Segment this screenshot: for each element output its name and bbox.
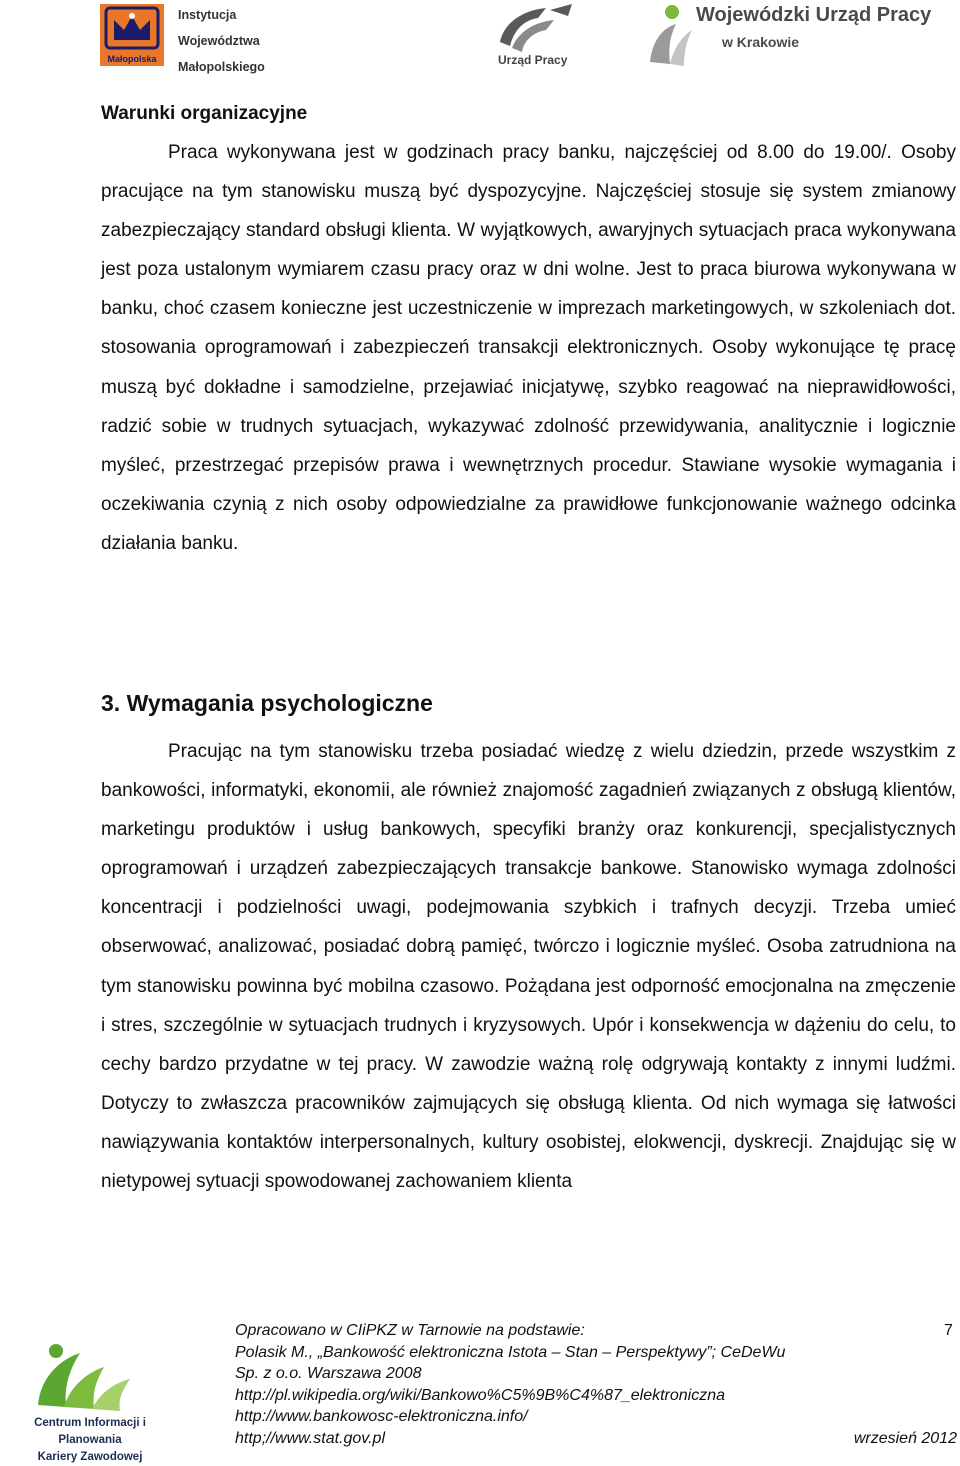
wup-subtitle: w Krakowie <box>722 34 800 50</box>
wup-figure-icon <box>640 2 696 68</box>
malopolska-emblem-icon <box>100 4 164 52</box>
malopolska-square-icon <box>100 4 164 66</box>
wup-krakow-logo <box>640 2 960 72</box>
malopolska-line-3: Małopolskiego <box>178 60 265 74</box>
section-organizational-conditions <box>101 95 956 563</box>
malopolska-square-label: Małopolska <box>107 54 157 64</box>
ciipkz-caption-line-2: Kariery Zawodowej <box>37 1451 143 1463</box>
footer-source-link[interactable]: http;//www.stat.gov.pl <box>235 1429 385 1447</box>
urzad-pracy-emblem-icon <box>494 2 604 54</box>
ciipkz-emblem-icon <box>0 1335 180 1415</box>
malopolska-institution-logo <box>100 2 275 74</box>
malopolska-line-1: Instytucja <box>178 8 237 22</box>
footer-date: wrzesień 2012 <box>853 1430 957 1447</box>
ciipkz-logo <box>0 1335 180 1463</box>
ciipkz-caption <box>6 1415 174 1466</box>
section-paragraph: Praca wykonywana jest w godzinach pracy banku, najczęściej od 8.00 do 19.00/. Osoby pracujące na tym stanowisku muszą być dyspozycyjne. Najczęściej stosuje się system zmianowy zabezpieczający standard obsługi klienta. W wyjątkowych, awaryjnych sytuacjach praca wykonywana jest poza ustalonym wymiarem czasu pracy oraz w dni wolne. Jest to praca biurowa wykonywana w banku, choć czasem konieczne jest uczestniczenie w imprezach marketingowych, w szkoleniach dot. stosowania oprogramowań i zabezpieczeń transakcji elektronicznych. Osoby wykonujące tę pracę muszą być dokładne i samodzielne, przejawiać inicjatywę, szybko reagować na nieprawidłowości, radzić sobie w trudnych sytuacjach, wykazywać zdolność przewidywania, analitycznie i logicznie myśleć, przestrzegać przepisów prawa i wewnętrznych procedur. Stawiane wysokie wymagania i oczekiwania czynią z nich osoby odpowiedzialne za prawidłowe funkcjonowanie ważnego odcinka działania banku. <box>101 142 956 554</box>
wup-title: Wojewódzki Urząd Pracy <box>696 4 932 26</box>
footer-sources <box>235 1320 955 1450</box>
footer-source-line: Polasik M., „Bankowość elektroniczna Istota – Stan – Perspektywy”; CeDeWu <box>235 1343 786 1361</box>
malopolska-line-2: Województwa <box>178 34 260 48</box>
section-heading-psychological: 3. Wymagania psychologiczne <box>101 690 433 716</box>
urzad-pracy-label: Urząd Pracy <box>498 53 568 67</box>
page-header <box>0 0 960 80</box>
footer-source-line: Sp. z o.o. Warszawa 2008 <box>235 1365 422 1383</box>
urzad-pracy-logo <box>494 2 604 72</box>
footer-source-line: Opracowano w CIiPKZ w Tarnowie na podstawie: <box>235 1322 585 1339</box>
footer-source-link[interactable]: http://www.bankowosc-elektroniczna.info/ <box>235 1408 528 1426</box>
section-psychological-requirements <box>101 732 956 1201</box>
section-title: Warunki organizacyjne <box>101 103 308 124</box>
malopolska-text <box>178 2 265 80</box>
footer-source-link[interactable]: http://pl.wikipedia.org/wiki/Bankowo%C5%9B%C4%87_elektroniczna <box>235 1386 726 1404</box>
page-number: 7 <box>944 1322 953 1339</box>
section-paragraph: Pracując na tym stanowisku trzeba posiadać wiedzę z wielu dziedzin, przede wszystkim z bankowości, informatyki, ekonomii, ale również znajomość zagadnień związanych z obsługą klientów, marketingu produktów i usług bankowych, specyfiki branży oraz konkurencji, specjalistycznych oprogramowań i urządzeń zabezpieczających transakcje bankowe. Stanowisko wymaga zdolności koncentracji i podzielności uwagi, podejmowania szybkich i trafnych decyzji. Trzeba umieć obserwować, analizować, posiadać dobrą pamięć, twórczo i logicznie myśleć. Osoba zatrudniona na tym stanowisku powinna być mobilna czasowo. Pożądana jest odporność emocjonalna na zmęczenie i stres, szczególnie w sytuacjach trudnych i kryzysowych. Upór i konsekwencja w dążeniu do celu, to cechy bardzo przydatne w tej pracy. W zawodzie ważną rolę odgrywają kontakty z innymi ludźmi. Dotyczy to zwłaszcza pracowników zajmujących się obsługą klienta. Od nich wymaga się łatwości nawiązywania kontaktów interpersonalnych, kultury osobistej, elokwencji, dyskrecji. Znajdując się w nietypowej sytuacji spowodowanej zachowaniem klienta <box>101 741 956 1193</box>
ciipkz-caption-line-1: Centrum Informacji i Planowania <box>34 1417 146 1446</box>
